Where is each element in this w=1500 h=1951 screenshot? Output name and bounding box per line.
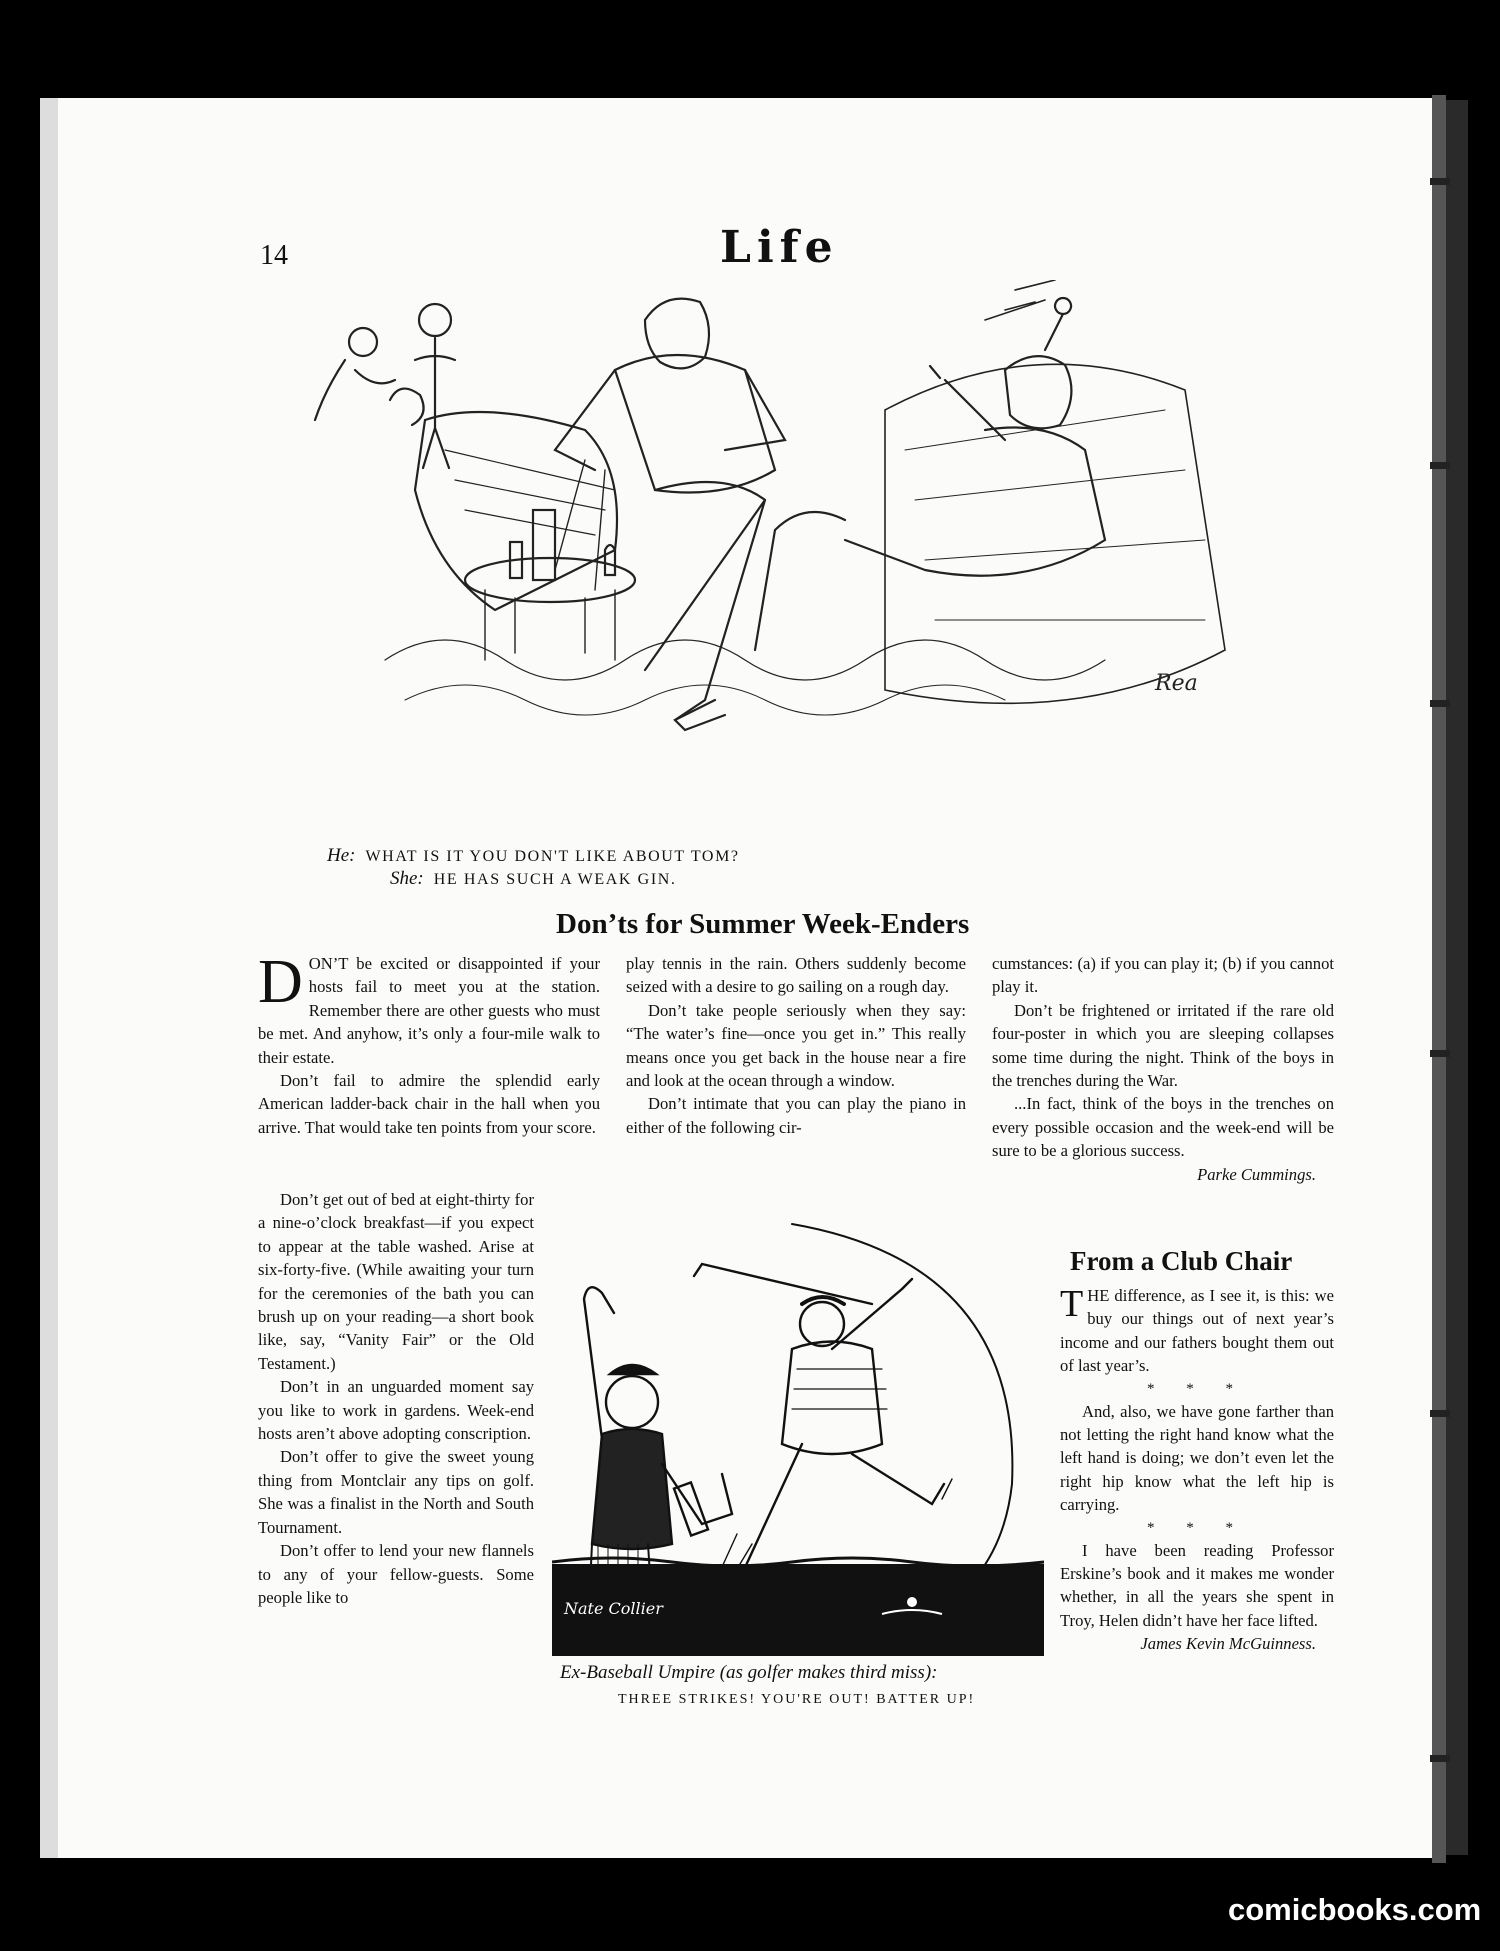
caption-text: HE HAS SUCH A WEAK GIN. <box>433 871 677 888</box>
paragraph: play tennis in the rain. Others suddenly become seized with a desire to go sailing on a rough day. <box>626 954 966 997</box>
golf-cartoon-caption: Ex-Baseball Umpire (as golfer makes third miss): <box>560 1662 938 1683</box>
paragraph <box>1060 1284 1334 1378</box>
page-stack-left <box>40 98 58 1858</box>
article-title: From a Club Chair <box>1070 1246 1293 1276</box>
cartoon-illustration-lounge <box>285 280 1245 880</box>
paragraph-text: ON’T be excited or disappointed if your hosts fail to meet you at the station. Remember there are other guests who must be met. And anyhow, it’s only a four-mile walk to their estate. <box>258 954 600 1067</box>
page-stack-right <box>1446 100 1468 1855</box>
cartoon-signature: Nate Collier <box>564 1599 663 1618</box>
section-divider: * * * <box>1147 1380 1247 1397</box>
article-column-2 <box>626 952 966 1139</box>
paragraph: cumstances: (a) if you can play it; (b) if you cannot play it. <box>992 954 1334 997</box>
article-column-1-lower <box>258 1188 534 1609</box>
article-column-3 <box>992 952 1334 1186</box>
paragraph <box>258 948 600 1069</box>
cartoon-illustration-golf <box>552 1204 1044 1656</box>
binding-stitch <box>1430 1050 1450 1057</box>
paragraph-text: HE difference, as I see it, is this: we buy our things out of next year’s income and our fathers bought them out of last year’s. <box>1060 1286 1334 1376</box>
cartoon-signature: Rea <box>1155 671 1198 696</box>
binding-stitch <box>1430 1410 1450 1417</box>
binding-spine <box>1432 95 1446 1863</box>
paragraph: Don’t intimate that you can play the piano in either of the following cir- <box>626 1094 966 1137</box>
binding-stitch <box>1430 700 1450 707</box>
caption-speaker: He: <box>327 845 356 866</box>
article-column-1 <box>258 948 600 1139</box>
author-signature: Parke Cummings. <box>1197 1164 1316 1184</box>
binding-stitch <box>1430 1755 1450 1762</box>
drop-cap: D <box>258 948 303 1016</box>
drop-cap: T <box>1060 1283 1084 1325</box>
author-signature: James Kevin McGuinness. <box>1140 1634 1316 1654</box>
masthead: Life <box>720 222 839 273</box>
binding-stitch <box>1430 178 1450 185</box>
page-number: 14 <box>260 240 288 271</box>
paragraph: Don’t take people seriously when they say: “The water’s fine—once you get in.” This really means once you get back in the house near a fire and look at the ocean through a window. <box>626 1000 966 1091</box>
caption-line-he <box>327 845 740 867</box>
article-title: Don’ts for Summer Week-Enders <box>556 908 970 940</box>
site-watermark: comicbooks.com <box>1228 1892 1482 1927</box>
paragraph: Don’t fail to admire the splendid early American ladder-back chair in the hall when you arrive. That would take ten points from your score. <box>258 1071 600 1137</box>
section-divider: * * * <box>1147 1519 1247 1536</box>
paragraph: Don’t offer to give the sweet young thing from Montclair any tips on golf. She was a finalist in the North and South Tournament. <box>258 1447 534 1537</box>
golf-cartoon-caption-quote: THREE STRIKES! YOU'RE OUT! BATTER UP! <box>618 1692 976 1707</box>
paragraph: ...In fact, think of the boys in the trenches on every possible occasion and the week-end will be sure to be a glorious success. <box>992 1094 1334 1161</box>
binding-stitch <box>1430 462 1450 469</box>
caption-speaker: She: <box>390 868 424 889</box>
paragraph: Don’t be frightened or irritated if the rare old four-poster in which you are sleeping collapses some time during the night. Think of the boys in the trenches during the War. <box>992 1000 1334 1091</box>
caption-text: WHAT IS IT YOU DON'T LIKE ABOUT TOM? <box>365 848 740 865</box>
caption-line-she <box>390 868 677 890</box>
paragraph: I have been reading Professor Erskine’s book and it makes me wonder whether, in all the years she spent in Troy, Helen didn’t have her face lifted. <box>1060 1540 1334 1630</box>
article-column-2-club <box>1060 1284 1334 1656</box>
paragraph: Don’t offer to lend your new flannels to any of your fellow-guests. Some people like to <box>258 1541 534 1607</box>
paragraph: And, also, we have gone farther than not letting the right hand know what the left hand is doing; we don’t even let the right hip know what the left hip is carrying. <box>1060 1401 1334 1515</box>
paragraph: Don’t in an unguarded moment say you like to work in gardens. Week-end hosts aren’t above adopting conscription. <box>258 1377 534 1444</box>
paragraph: Don’t get out of bed at eight-thirty for a nine-o’clock breakfast—if you expect to appear at the table washed. Arise at six-forty-five. (While awaiting your turn for the ceremonies of the bath you can brush up on your reading—a short book like, say, “Vanity Fair” or the Old Testament.) <box>258 1190 534 1373</box>
